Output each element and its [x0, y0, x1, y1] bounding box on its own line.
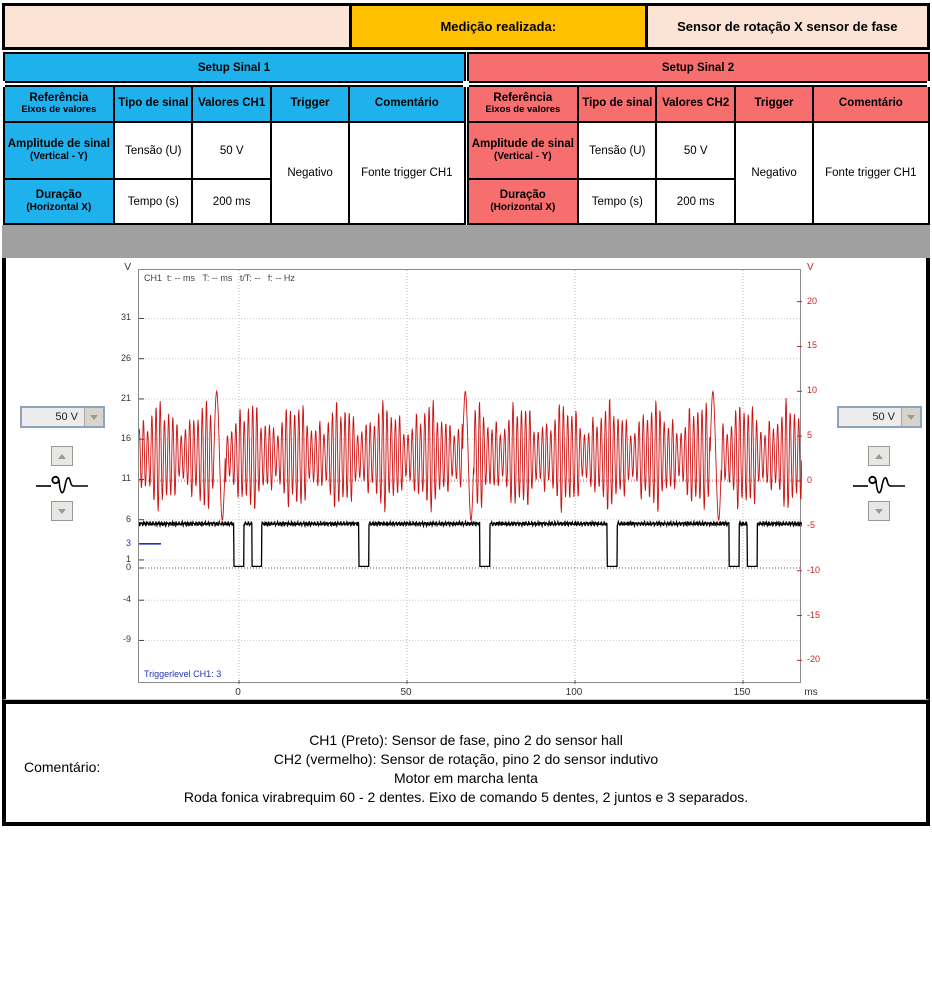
chevron-down-icon — [90, 415, 98, 420]
header-spacer-cell — [5, 6, 349, 47]
trigger-level-text: Triggerlevel CH1: 3 — [144, 669, 222, 679]
right-axis-tick-label: 5 — [807, 430, 813, 441]
row-header-duracao: Duração (Horizontal X) — [468, 179, 579, 224]
scope-plot[interactable] — [139, 270, 802, 684]
comment-line: CH2 (vermelho): Sensor de rotação, pino 2 do sensor indutivo — [273, 751, 659, 767]
arrow-up-icon — [875, 454, 883, 459]
right-axis-tick-label: -10 — [807, 564, 821, 575]
comment-line: Motor em marcha lenta — [394, 770, 538, 786]
x-axis-tick-label: 50 — [400, 687, 412, 698]
row-header-amplitude: Amplitude de sinal (Vertical - Y) — [468, 122, 579, 179]
measurement-value-cell — [648, 6, 927, 47]
cell-amp-valor: 50 V — [656, 122, 734, 179]
right-axis-tick-label: 15 — [807, 340, 818, 351]
dropdown-button-right[interactable] — [901, 408, 920, 426]
chevron-down-icon — [907, 415, 915, 420]
left-axis-tick-label: -4 — [122, 594, 131, 605]
left-axis-tick-label: 0 — [125, 562, 131, 572]
comment-line: CH1 (Preto): Sensor de fase, pino 2 do sensor hall — [309, 732, 623, 748]
dropdown-button-left[interactable] — [84, 408, 103, 426]
col-header-referencia: Referência Eixos de valores — [468, 86, 579, 122]
arrow-up-icon — [58, 454, 66, 459]
ch2-waveform — [139, 391, 802, 520]
col-header-valores: Valores CH2 — [656, 86, 734, 122]
col-header-tipo: Tipo de sinal — [114, 86, 192, 122]
col-header-referencia: Referência Eixos de valores — [4, 86, 115, 122]
col-header-comentario: Comentário — [813, 86, 928, 122]
right-axis-tick-label: 0 — [807, 475, 813, 485]
scope-plot-frame — [138, 269, 801, 683]
right-axis-tick-label: 20 — [807, 295, 818, 306]
left-axis-tick-label: 11 — [121, 473, 131, 484]
arrow-down-icon — [875, 509, 883, 514]
scale-down-button-left[interactable] — [51, 501, 73, 521]
cell-amp-valor: 50 V — [192, 122, 270, 179]
oscilloscope-panel — [2, 258, 930, 700]
col-header-valores: Valores CH1 — [192, 86, 270, 122]
row-header-amplitude: Amplitude de sinal (Vertical - Y) — [4, 122, 115, 179]
signal-waveform-icon-right — [851, 470, 907, 500]
cell-dur-tipo: Tempo (s) — [114, 179, 192, 224]
x-axis-tick-label: 150 — [733, 687, 751, 698]
cell-dur-valor: 200 ms — [656, 179, 734, 224]
cell-trigger-value: Negativo — [271, 122, 349, 224]
scale-up-button-right[interactable] — [868, 446, 890, 466]
arrow-down-icon — [58, 509, 66, 514]
x-axis-tick-label: 100 — [565, 687, 583, 698]
measurement-label: Medição realizada: — [440, 19, 557, 34]
signal-waveform-icon-left — [34, 470, 90, 500]
cell-dur-valor: 200 ms — [192, 179, 270, 224]
voltage-range-value-left: 50 V — [55, 411, 78, 423]
right-axis-tick-label: 10 — [807, 385, 818, 396]
right-axis-unit-label: V — [807, 262, 814, 273]
divider-bar — [2, 225, 930, 258]
x-axis-unit-label: ms — [804, 687, 818, 698]
left-axis-tick-label: -9 — [122, 634, 131, 645]
left-axis-tick-label: 21 — [120, 392, 131, 403]
cell-amp-tipo: Tensão (U) — [578, 122, 656, 179]
measurement-value: Sensor de rotação X sensor de fase — [677, 19, 898, 34]
right-axis-tick-label: -15 — [807, 609, 821, 620]
setup-signal-2-table — [466, 52, 930, 225]
trigger-level-label: 3 — [125, 537, 131, 548]
voltage-range-select-right[interactable] — [837, 406, 922, 428]
cell-comentario-value: Fonte trigger CH1 — [813, 122, 928, 224]
cell-amp-tipo: Tensão (U) — [114, 122, 192, 179]
x-axis-tick-label: 0 — [235, 687, 241, 698]
col-header-tipo: Tipo de sinal — [578, 86, 656, 122]
left-axis-tick-label: 1 — [125, 553, 131, 564]
left-axis-tick-label: 16 — [120, 433, 131, 444]
cell-dur-tipo: Tempo (s) — [578, 179, 656, 224]
comment-label: Comentário: — [24, 759, 101, 775]
scope-status-text: CH1 t: -- ms T: -- ms t/T: -- f: -- Hz — [144, 273, 295, 283]
comment-lines — [6, 704, 926, 807]
left-axis-tick-label: 31 — [120, 312, 131, 323]
col-header-trigger: Trigger — [735, 86, 813, 122]
row-header-duracao: Duração (Horizontal X) — [4, 179, 115, 224]
comment-box — [2, 700, 930, 826]
right-axis-tick-label: -20 — [807, 654, 821, 665]
voltage-range-value-right: 50 V — [872, 411, 895, 423]
scale-down-button-right[interactable] — [868, 501, 890, 521]
setup-signal-1-title: Setup Sinal 1 — [4, 53, 465, 82]
left-axis-unit-label: V — [124, 262, 131, 273]
setup-signal-2-title: Setup Sinal 2 — [468, 53, 929, 82]
left-axis-tick-label: 26 — [120, 352, 131, 363]
cell-comentario-value: Fonte trigger CH1 — [349, 122, 464, 224]
measurement-label-cell — [349, 6, 648, 47]
setup-signal-1-table — [2, 52, 466, 225]
col-header-trigger: Trigger — [271, 86, 349, 122]
left-axis-tick-label: 6 — [125, 513, 131, 524]
scale-up-button-left[interactable] — [51, 446, 73, 466]
col-header-comentario: Comentário — [349, 86, 464, 122]
cell-trigger-value: Negativo — [735, 122, 813, 224]
setup-tables-row — [2, 52, 930, 225]
right-axis-tick-label: -5 — [807, 519, 816, 530]
voltage-range-select-left[interactable] — [20, 406, 105, 428]
top-header-row — [2, 3, 930, 50]
comment-line: Roda fonica virabrequim 60 - 2 dentes. Eixo de comando 5 dentes, 2 juntos e 3 separados. — [183, 789, 749, 805]
